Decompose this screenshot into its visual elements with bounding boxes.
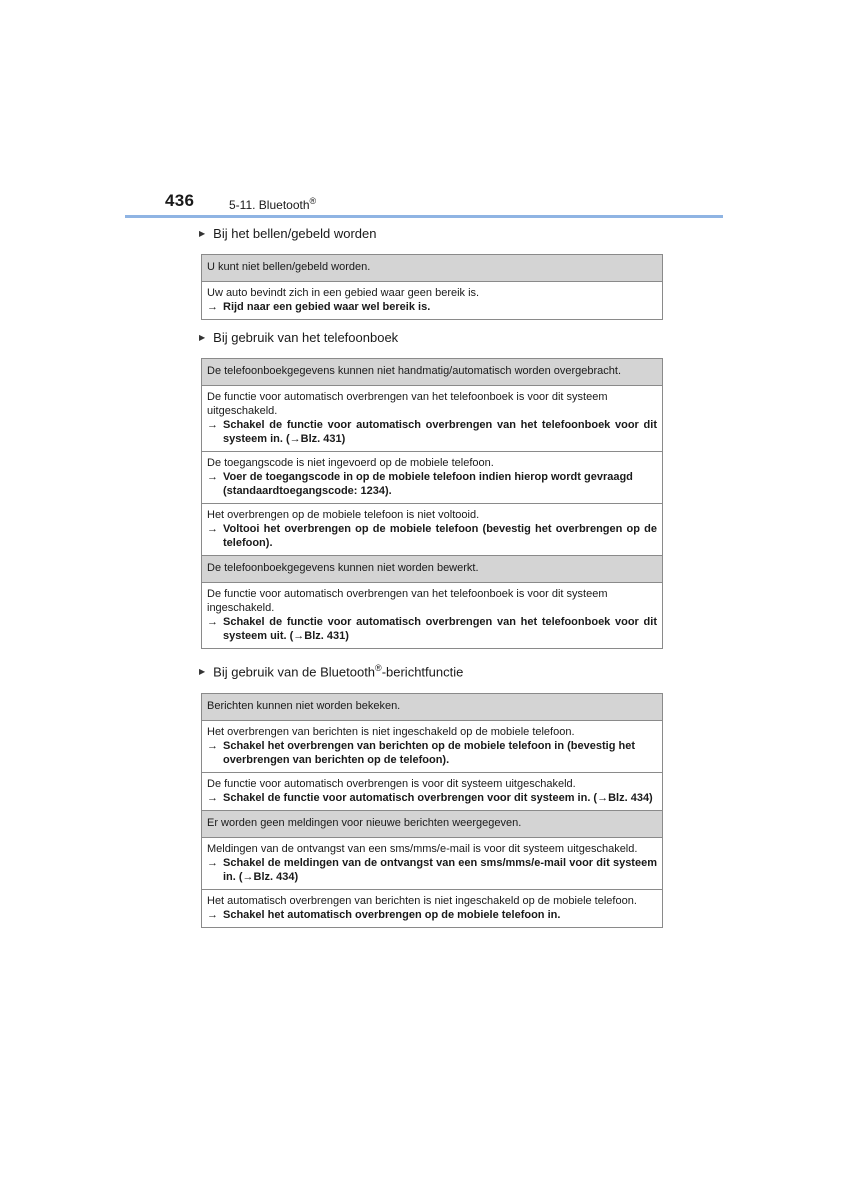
solution-text: Schakel het overbrengen van berichten op de mobiele telefoon in (bevestig het overbrengen van berichten op de telefoon).: [223, 740, 635, 766]
detail-cell: [202, 452, 663, 504]
arrow-icon: →: [207, 740, 218, 752]
solution: [207, 300, 657, 314]
detail-text: De functie voor automatisch overbrengen is voor dit systeem uitgeschakeld.: [207, 778, 576, 790]
solution-text: Schakel de functie voor automatisch overbrengen van het telefoonboek voor dit systeem uit. (→Blz. 431): [223, 616, 657, 642]
triangle-bullet-icon: ▶: [199, 333, 206, 342]
page-number: 436: [165, 191, 195, 210]
solution: [207, 739, 657, 767]
solution: [207, 470, 657, 498]
arrow-icon: →: [207, 419, 218, 431]
table-messages: [201, 693, 663, 928]
detail-text: De functie voor automatisch overbrengen van het telefoonboek is voor dit systeem uitgeschakeld.: [207, 391, 608, 417]
cause-cell: De telefoonboekgegevens kunnen niet worden bewerkt.: [202, 556, 663, 583]
heading-text: Bij gebruik van het telefoonboek: [213, 330, 399, 345]
detail-cell: [202, 583, 663, 649]
cause-cell: Berichten kunnen niet worden bekeken.: [202, 694, 663, 721]
solution: [207, 615, 657, 643]
detail-cell: [202, 838, 663, 890]
solution: [207, 522, 657, 550]
section-heading-messages: [199, 663, 463, 679]
solution: [207, 908, 657, 922]
solution-text: Rijd naar een gebied waar wel bereik is.: [223, 301, 431, 313]
header-rule: [125, 215, 723, 218]
arrow-icon: →: [207, 616, 218, 628]
heading-suffix: -berichtfunctie: [381, 664, 464, 680]
detail-text: Meldingen van de ontvangst van een sms/mms/e-mail is voor dit systeem uitgeschakeld.: [207, 843, 638, 855]
solution-text: Schakel de functie voor automatisch overbrengen van het telefoonboek voor dit systeem in. (→Blz. 431): [223, 419, 657, 445]
cause-cell: Er worden geen meldingen voor nieuwe berichten weergegeven.: [202, 811, 663, 838]
detail-cell: [202, 721, 663, 773]
detail-cell: [202, 773, 663, 811]
detail-text: De toegangscode is niet ingevoerd op de mobiele telefoon.: [207, 457, 494, 469]
heading-text: [213, 663, 463, 679]
table-calling: [201, 254, 663, 320]
solution-text: Schakel het automatisch overbrengen op de mobiele telefoon in.: [223, 909, 561, 921]
detail-text: Uw auto bevindt zich in een gebied waar geen bereik is.: [207, 287, 480, 299]
solution-text: Voer de toegangscode in op de mobiele telefoon indien hierop wordt gevraagd (standaardtoegangscode: 1234).: [223, 471, 633, 497]
registered-mark: ®: [375, 663, 382, 673]
arrow-icon: →: [207, 909, 218, 921]
detail-cell: [202, 890, 663, 928]
cause-cell: De telefoonboekgegevens kunnen niet handmatig/automatisch worden overgebracht.: [202, 359, 663, 386]
arrow-icon: →: [207, 792, 218, 804]
arrow-icon: →: [207, 857, 218, 869]
section-title: [229, 196, 316, 212]
detail-cell: [202, 386, 663, 452]
registered-mark: ®: [309, 196, 317, 206]
section-title-text: 5-11. Bluetooth: [229, 198, 310, 212]
solution: [207, 791, 657, 805]
detail-text: De functie voor automatisch overbrengen van het telefoonboek is voor dit systeem ingeschakeld.: [207, 588, 608, 614]
detail-cell: [202, 504, 663, 556]
heading-text: Bij het bellen/gebeld worden: [213, 226, 377, 241]
solution-text: Schakel de meldingen van de ontvangst van een sms/mms/e-mail voor dit systeem in. (→Blz. 434): [223, 857, 657, 883]
detail-text: Het automatisch overbrengen van berichten is niet ingeschakeld op de mobiele telefoon.: [207, 895, 637, 907]
detail-cell: [202, 282, 663, 320]
triangle-bullet-icon: ▶: [199, 666, 206, 676]
arrow-icon: →: [207, 301, 218, 313]
solution-text: Voltooi het overbrengen op de mobiele telefoon (bevestig het overbrengen op de telefoon).: [223, 523, 657, 549]
solution-text: Schakel de functie voor automatisch overbrengen voor dit systeem in. (→Blz. 434): [223, 792, 653, 804]
detail-text: Het overbrengen van berichten is niet ingeschakeld op de mobiele telefoon.: [207, 726, 575, 738]
section-heading-phonebook: [199, 330, 398, 345]
table-phonebook: [201, 358, 663, 649]
arrow-icon: →: [207, 471, 218, 483]
solution: [207, 856, 657, 884]
triangle-bullet-icon: ▶: [199, 229, 206, 238]
detail-text: Het overbrengen op de mobiele telefoon is niet voltooid.: [207, 509, 480, 521]
arrow-icon: →: [207, 523, 218, 535]
heading-prefix: Bij gebruik van de Bluetooth: [213, 664, 376, 680]
page-header: [165, 190, 725, 220]
section-heading-calling: [199, 226, 377, 241]
solution: [207, 418, 657, 446]
cause-cell: U kunt niet bellen/gebeld worden.: [202, 255, 663, 282]
